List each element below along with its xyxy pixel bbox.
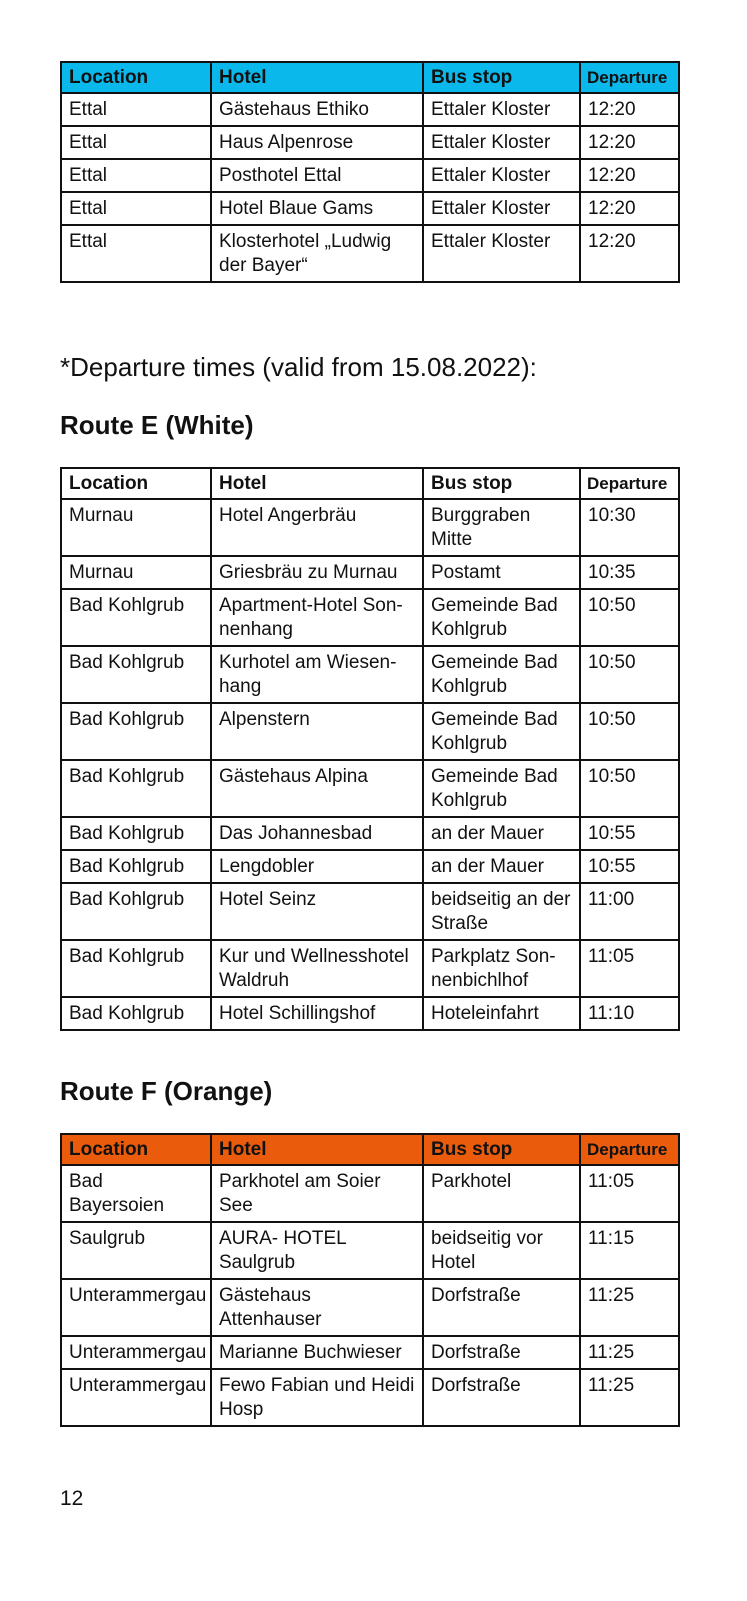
cell-location: Murnau xyxy=(61,499,211,556)
header-location: Location xyxy=(61,1134,211,1165)
cell-location: Ettal xyxy=(61,225,211,282)
cell-departure: 10:50 xyxy=(580,760,679,817)
cell-bus-stop: Hoteleinfahrt xyxy=(423,997,580,1030)
cell-departure: 10:55 xyxy=(580,817,679,850)
cell-bus-stop: Gemeinde Bad Kohlgrub xyxy=(423,760,580,817)
cell-hotel: Parkhotel am Soier See xyxy=(211,1165,423,1222)
cell-hotel: Haus Alpenrose xyxy=(211,126,423,159)
cell-hotel: Marianne Buchwieser xyxy=(211,1336,423,1369)
cell-hotel: Posthotel Ettal xyxy=(211,159,423,192)
cell-location: Bad Kohlgrub xyxy=(61,997,211,1030)
cell-location: Bad Kohlgrub xyxy=(61,703,211,760)
cell-bus-stop: Burggraben Mitte xyxy=(423,499,580,556)
cell-location: Ettal xyxy=(61,159,211,192)
table-header xyxy=(61,468,679,499)
cell-hotel: Apartment-Hotel Son-nenhang xyxy=(211,589,423,646)
cell-location: Unterammergau xyxy=(61,1279,211,1336)
cell-departure: 12:20 xyxy=(580,159,679,192)
table-row xyxy=(61,589,679,646)
cell-bus-stop: Ettaler Kloster xyxy=(423,159,580,192)
cell-location: Unterammergau xyxy=(61,1369,211,1426)
departure-times-note: *Departure times (valid from 15.08.2022): xyxy=(60,352,537,382)
cell-bus-stop: Ettaler Kloster xyxy=(423,126,580,159)
cell-bus-stop: beidseitig an der Straße xyxy=(423,883,580,940)
cell-hotel: Gästehaus Attenhauser xyxy=(211,1279,423,1336)
cell-location: Bad Bayersoien xyxy=(61,1165,211,1222)
cell-hotel: Fewo Fabian und Heidi Hosp xyxy=(211,1369,423,1426)
header-hotel: Hotel xyxy=(211,1134,423,1165)
header-bus-stop: Bus stop xyxy=(423,1134,580,1165)
cell-location: Bad Kohlgrub xyxy=(61,883,211,940)
cell-departure: 10:50 xyxy=(580,589,679,646)
table-row xyxy=(61,556,679,589)
cell-hotel: Hotel Angerbräu xyxy=(211,499,423,556)
cell-location: Ettal xyxy=(61,126,211,159)
cell-location: Saulgrub xyxy=(61,1222,211,1279)
cell-location: Ettal xyxy=(61,93,211,126)
cell-departure: 10:30 xyxy=(580,499,679,556)
cell-location: Murnau xyxy=(61,556,211,589)
table-row xyxy=(61,646,679,703)
cell-departure: 11:10 xyxy=(580,997,679,1030)
cell-departure: 11:25 xyxy=(580,1369,679,1426)
table-row xyxy=(61,760,679,817)
table-row xyxy=(61,1165,679,1222)
cell-hotel: Kurhotel am Wiesen-hang xyxy=(211,646,423,703)
cell-departure: 12:20 xyxy=(580,225,679,282)
cell-hotel: Klosterhotel „Ludwig der Bayer“ xyxy=(211,225,423,282)
cell-location: Bad Kohlgrub xyxy=(61,589,211,646)
cell-departure: 10:50 xyxy=(580,646,679,703)
table-body xyxy=(61,1165,679,1426)
cell-departure: 12:20 xyxy=(580,93,679,126)
cell-bus-stop: Gemeinde Bad Kohlgrub xyxy=(423,646,580,703)
cell-bus-stop: beidseitig vor Hotel xyxy=(423,1222,580,1279)
cell-bus-stop: Dorfstraße xyxy=(423,1336,580,1369)
cell-hotel: Hotel Schillingshof xyxy=(211,997,423,1030)
table-row xyxy=(61,126,679,159)
timetable-top xyxy=(60,61,680,283)
table-row xyxy=(61,1336,679,1369)
cell-departure: 10:50 xyxy=(580,703,679,760)
table-row xyxy=(61,225,679,282)
page-number: 12 xyxy=(60,1487,84,1510)
table-row xyxy=(61,940,679,997)
cell-location: Bad Kohlgrub xyxy=(61,850,211,883)
cell-departure: 11:05 xyxy=(580,1165,679,1222)
table-row xyxy=(61,817,679,850)
cell-location: Bad Kohlgrub xyxy=(61,817,211,850)
cell-bus-stop: Postamt xyxy=(423,556,580,589)
cell-hotel: Gästehaus Ethiko xyxy=(211,93,423,126)
table-body xyxy=(61,499,679,1030)
cell-hotel: Hotel Seinz xyxy=(211,883,423,940)
header-location: Location xyxy=(61,468,211,499)
cell-bus-stop: Ettaler Kloster xyxy=(423,93,580,126)
cell-departure: 10:55 xyxy=(580,850,679,883)
cell-bus-stop: Ettaler Kloster xyxy=(423,192,580,225)
cell-departure: 11:15 xyxy=(580,1222,679,1279)
header-row xyxy=(61,1134,679,1165)
cell-hotel: Lengdobler xyxy=(211,850,423,883)
cell-bus-stop: Parkplatz Son-nenbichlhof xyxy=(423,940,580,997)
table-body xyxy=(61,93,679,282)
table-row xyxy=(61,883,679,940)
cell-bus-stop: Dorfstraße xyxy=(423,1369,580,1426)
cell-hotel: Gästehaus Alpina xyxy=(211,760,423,817)
cell-bus-stop: an der Mauer xyxy=(423,850,580,883)
table-header xyxy=(61,1134,679,1165)
cell-hotel: AURA- HOTEL Saulgrub xyxy=(211,1222,423,1279)
cell-departure: 10:35 xyxy=(580,556,679,589)
cell-hotel: Griesbräu zu Murnau xyxy=(211,556,423,589)
table-row xyxy=(61,499,679,556)
cell-hotel: Hotel Blaue Gams xyxy=(211,192,423,225)
cell-location: Ettal xyxy=(61,192,211,225)
cell-departure: 11:05 xyxy=(580,940,679,997)
cell-departure: 12:20 xyxy=(580,126,679,159)
header-row xyxy=(61,468,679,499)
cell-departure: 11:00 xyxy=(580,883,679,940)
cell-bus-stop: Dorfstraße xyxy=(423,1279,580,1336)
header-row xyxy=(61,62,679,93)
cell-hotel: Kur und Wellnesshotel Waldruh xyxy=(211,940,423,997)
cell-location: Bad Kohlgrub xyxy=(61,940,211,997)
cell-location: Bad Kohlgrub xyxy=(61,760,211,817)
cell-location: Bad Kohlgrub xyxy=(61,646,211,703)
header-hotel: Hotel xyxy=(211,468,423,499)
header-departure: Departure xyxy=(580,468,679,499)
table-row xyxy=(61,159,679,192)
cell-bus-stop: Gemeinde Bad Kohlgrub xyxy=(423,589,580,646)
header-departure: Departure xyxy=(580,62,679,93)
timetable-route-e xyxy=(60,467,680,1031)
cell-bus-stop: Parkhotel xyxy=(423,1165,580,1222)
table-row xyxy=(61,703,679,760)
table-header xyxy=(61,62,679,93)
cell-bus-stop: Ettaler Kloster xyxy=(423,225,580,282)
cell-bus-stop: an der Mauer xyxy=(423,817,580,850)
route-f-heading: Route F (Orange) xyxy=(60,1076,273,1106)
header-bus-stop: Bus stop xyxy=(423,62,580,93)
table-row xyxy=(61,1222,679,1279)
table-row xyxy=(61,1369,679,1426)
table-row xyxy=(61,997,679,1030)
table-row xyxy=(61,850,679,883)
header-bus-stop: Bus stop xyxy=(423,468,580,499)
header-hotel: Hotel xyxy=(211,62,423,93)
table-row xyxy=(61,1279,679,1336)
cell-hotel: Das Johannesbad xyxy=(211,817,423,850)
header-departure: Departure xyxy=(580,1134,679,1165)
cell-departure: 11:25 xyxy=(580,1336,679,1369)
timetable-route-f xyxy=(60,1133,680,1427)
cell-departure: 12:20 xyxy=(580,192,679,225)
route-e-heading: Route E (White) xyxy=(60,410,254,440)
cell-bus-stop: Gemeinde Bad Kohlgrub xyxy=(423,703,580,760)
cell-hotel: Alpenstern xyxy=(211,703,423,760)
header-location: Location xyxy=(61,62,211,93)
cell-departure: 11:25 xyxy=(580,1279,679,1336)
table-row xyxy=(61,192,679,225)
table-row xyxy=(61,93,679,126)
cell-location: Unterammergau xyxy=(61,1336,211,1369)
